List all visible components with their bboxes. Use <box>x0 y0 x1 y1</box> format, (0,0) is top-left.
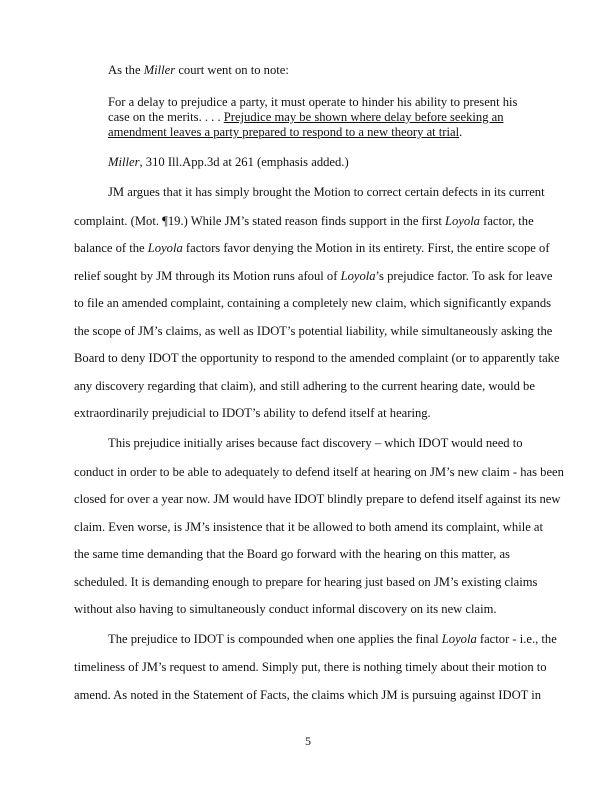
para1-line-2: complaint. (Mot. ¶19.) While JM’s stated reason finds support in the first Loyola factor, the <box>74 214 534 228</box>
citation: Miller, 310 Ill.App.3d at 261 (emphasis added.) <box>108 155 349 169</box>
para2-line-3: closed for over a year now. JM would have IDOT blindly prepare to defend itself against its new <box>74 492 561 506</box>
para1-line-4: relief sought by JM through its Motion runs afoul of Loyola’s prejudice factor. To ask for leave <box>74 269 553 283</box>
para3-line-3: amend. As noted in the Statement of Facts, the claims which JM is pursuing against IDOT in <box>74 688 542 702</box>
quote-line-2: case on the merits. . . . Prejudice may be shown where delay before seeking an <box>108 110 504 124</box>
page-number: 5 <box>305 734 311 748</box>
quote-line-3: amendment leaves a party prepared to respond to a new theory at trial. <box>108 125 463 139</box>
para2-line-1: This prejudice initially arises because fact discovery – which IDOT would need to <box>108 436 523 450</box>
para2-line-2: conduct in order to be able to adequately to defend itself at hearing on JM’s new claim - has been <box>74 465 564 479</box>
para1-line-9: extraordinarily prejudicial to IDOT’s ability to defend itself at hearing. <box>74 406 431 420</box>
para1-line-6: the scope of JM’s claims, as well as IDOT’s potential liability, while simultaneously asking the <box>74 324 553 338</box>
para1-line-3: balance of the Loyola factors favor denying the Motion in its entirety. First, the entire scope of <box>74 241 550 255</box>
para1-line-5: to file an amended complaint, containing a completely new claim, which significantly expands <box>74 296 552 310</box>
para1-line-7: Board to deny IDOT the opportunity to respond to the amended complaint (or to apparently take <box>74 351 560 365</box>
para3-line-2: timeliness of JM’s request to amend. Simply put, there is nothing timely about their motion to <box>74 660 547 674</box>
para1-line-1: JM argues that it has simply brought the Motion to correct certain defects in its current <box>108 185 545 199</box>
para2-line-4: claim. Even worse, is JM’s insistence that it be allowed to both amend its complaint, while at <box>74 520 544 534</box>
para2-line-6: scheduled. It is demanding enough to prepare for hearing just based on JM’s existing claims <box>74 575 538 589</box>
para2-line-7: without also having to simultaneously conduct informal discovery on its new claim. <box>74 602 497 616</box>
para3-line-1: The prejudice to IDOT is compounded when one applies the final Loyola factor - i.e., the <box>108 632 557 646</box>
intro-line: As the Miller court went on to note: <box>108 63 289 77</box>
para1-line-8: any discovery regarding that claim), and still adhering to the current hearing date, would be <box>74 379 535 393</box>
para2-line-5: the same time demanding that the Board go forward with the hearing on this matter, as <box>74 547 510 561</box>
case-name-italic: Miller <box>143 63 176 77</box>
quote-line-1: For a delay to prejudice a party, it must operate to hinder his ability to present his <box>108 95 518 109</box>
